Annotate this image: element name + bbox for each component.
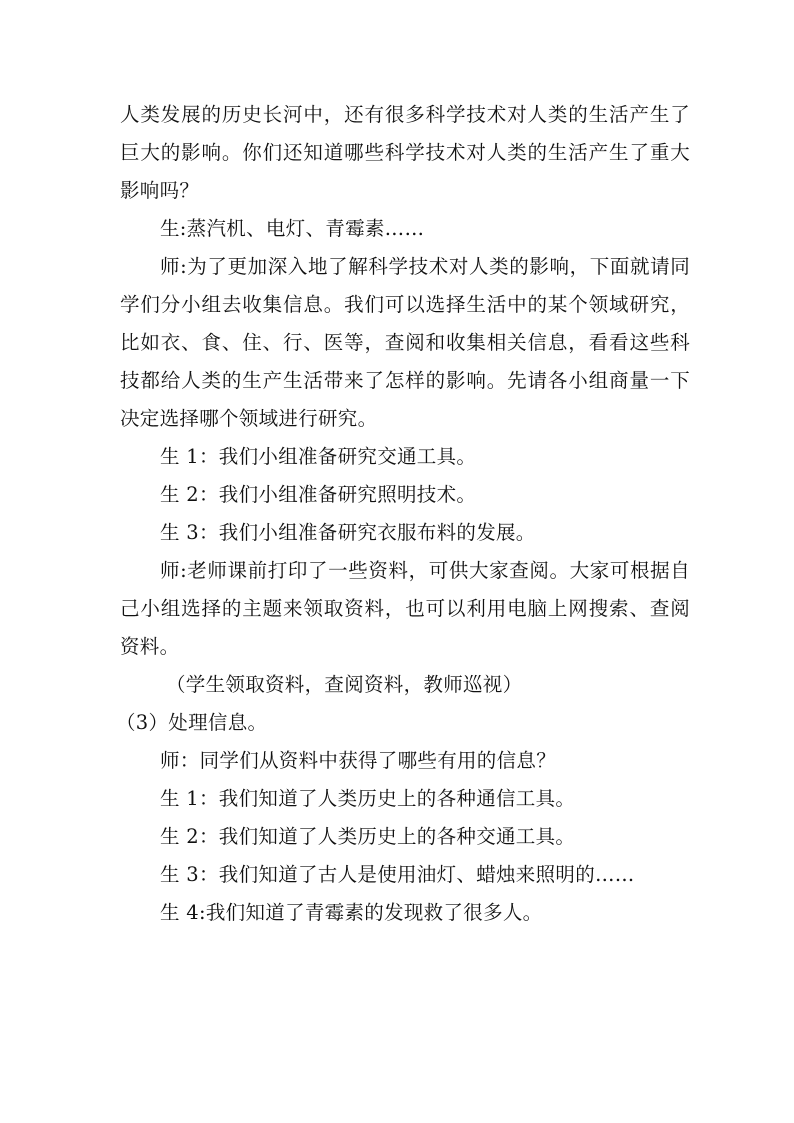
paragraph-student-1-finding: 生 1：我们知道了人类历史上的各种通信工具。 (160, 787, 576, 810)
paragraph-student-3-topic: 生 3：我们小组准备研究衣服布料的发展。 (160, 521, 536, 544)
paragraph-teacher-question: 师：同学们从资料中获得了哪些有用的信息？ (160, 749, 557, 772)
paragraph-student-2-topic: 生 2：我们小组准备研究照明技术。 (160, 483, 477, 506)
paragraph-student-2-finding: 生 2：我们知道了人类历史上的各种交通工具。 (160, 825, 576, 848)
paragraph-student-1-topic: 生 1：我们小组准备研究交通工具。 (160, 445, 477, 468)
paragraph-student-answer: 生:蒸汽机、电灯、青霉素…… (160, 217, 425, 240)
document-body (116, 96, 690, 932)
paragraph-student-3-finding: 生 3：我们知道了古人是使用油灯、蜡烛来照明的…… (160, 863, 635, 886)
paragraph-intro: 人类发展的历史长河中，还有很多科学技术对人类的生活产生了巨大的影响。你们还知道哪些科学技术对人类的生活产生了重大影响吗？ (120, 103, 690, 202)
paragraph-teacher-materials: 师:老师课前打印了一些资料，可供大家查阅。大家可根据自己小组选择的主题来领取资料，也可以利用电脑上网搜索、查阅资料。 (120, 559, 690, 658)
paragraph-teacher-instruction: 师:为了更加深入地了解科学技术对人类的影响，下面就请同学们分小组去收集信息。我们可以选择生活中的某个领域研究，比如衣、食、住、行、医等，查阅和收集相关信息，看看这些科技都给人类的生产生活带来了怎样的影响。先请各小组商量一下决定选择哪个领域进行研究。 (120, 255, 690, 430)
section-heading-process-info: （3）处理信息。 (116, 711, 268, 734)
paragraph-student-4-finding: 生 4:我们知道了青霉素的发现救了很多人。 (160, 901, 543, 924)
paragraph-stage-direction: （学生领取资料，查阅资料，教师巡视） (166, 673, 523, 696)
